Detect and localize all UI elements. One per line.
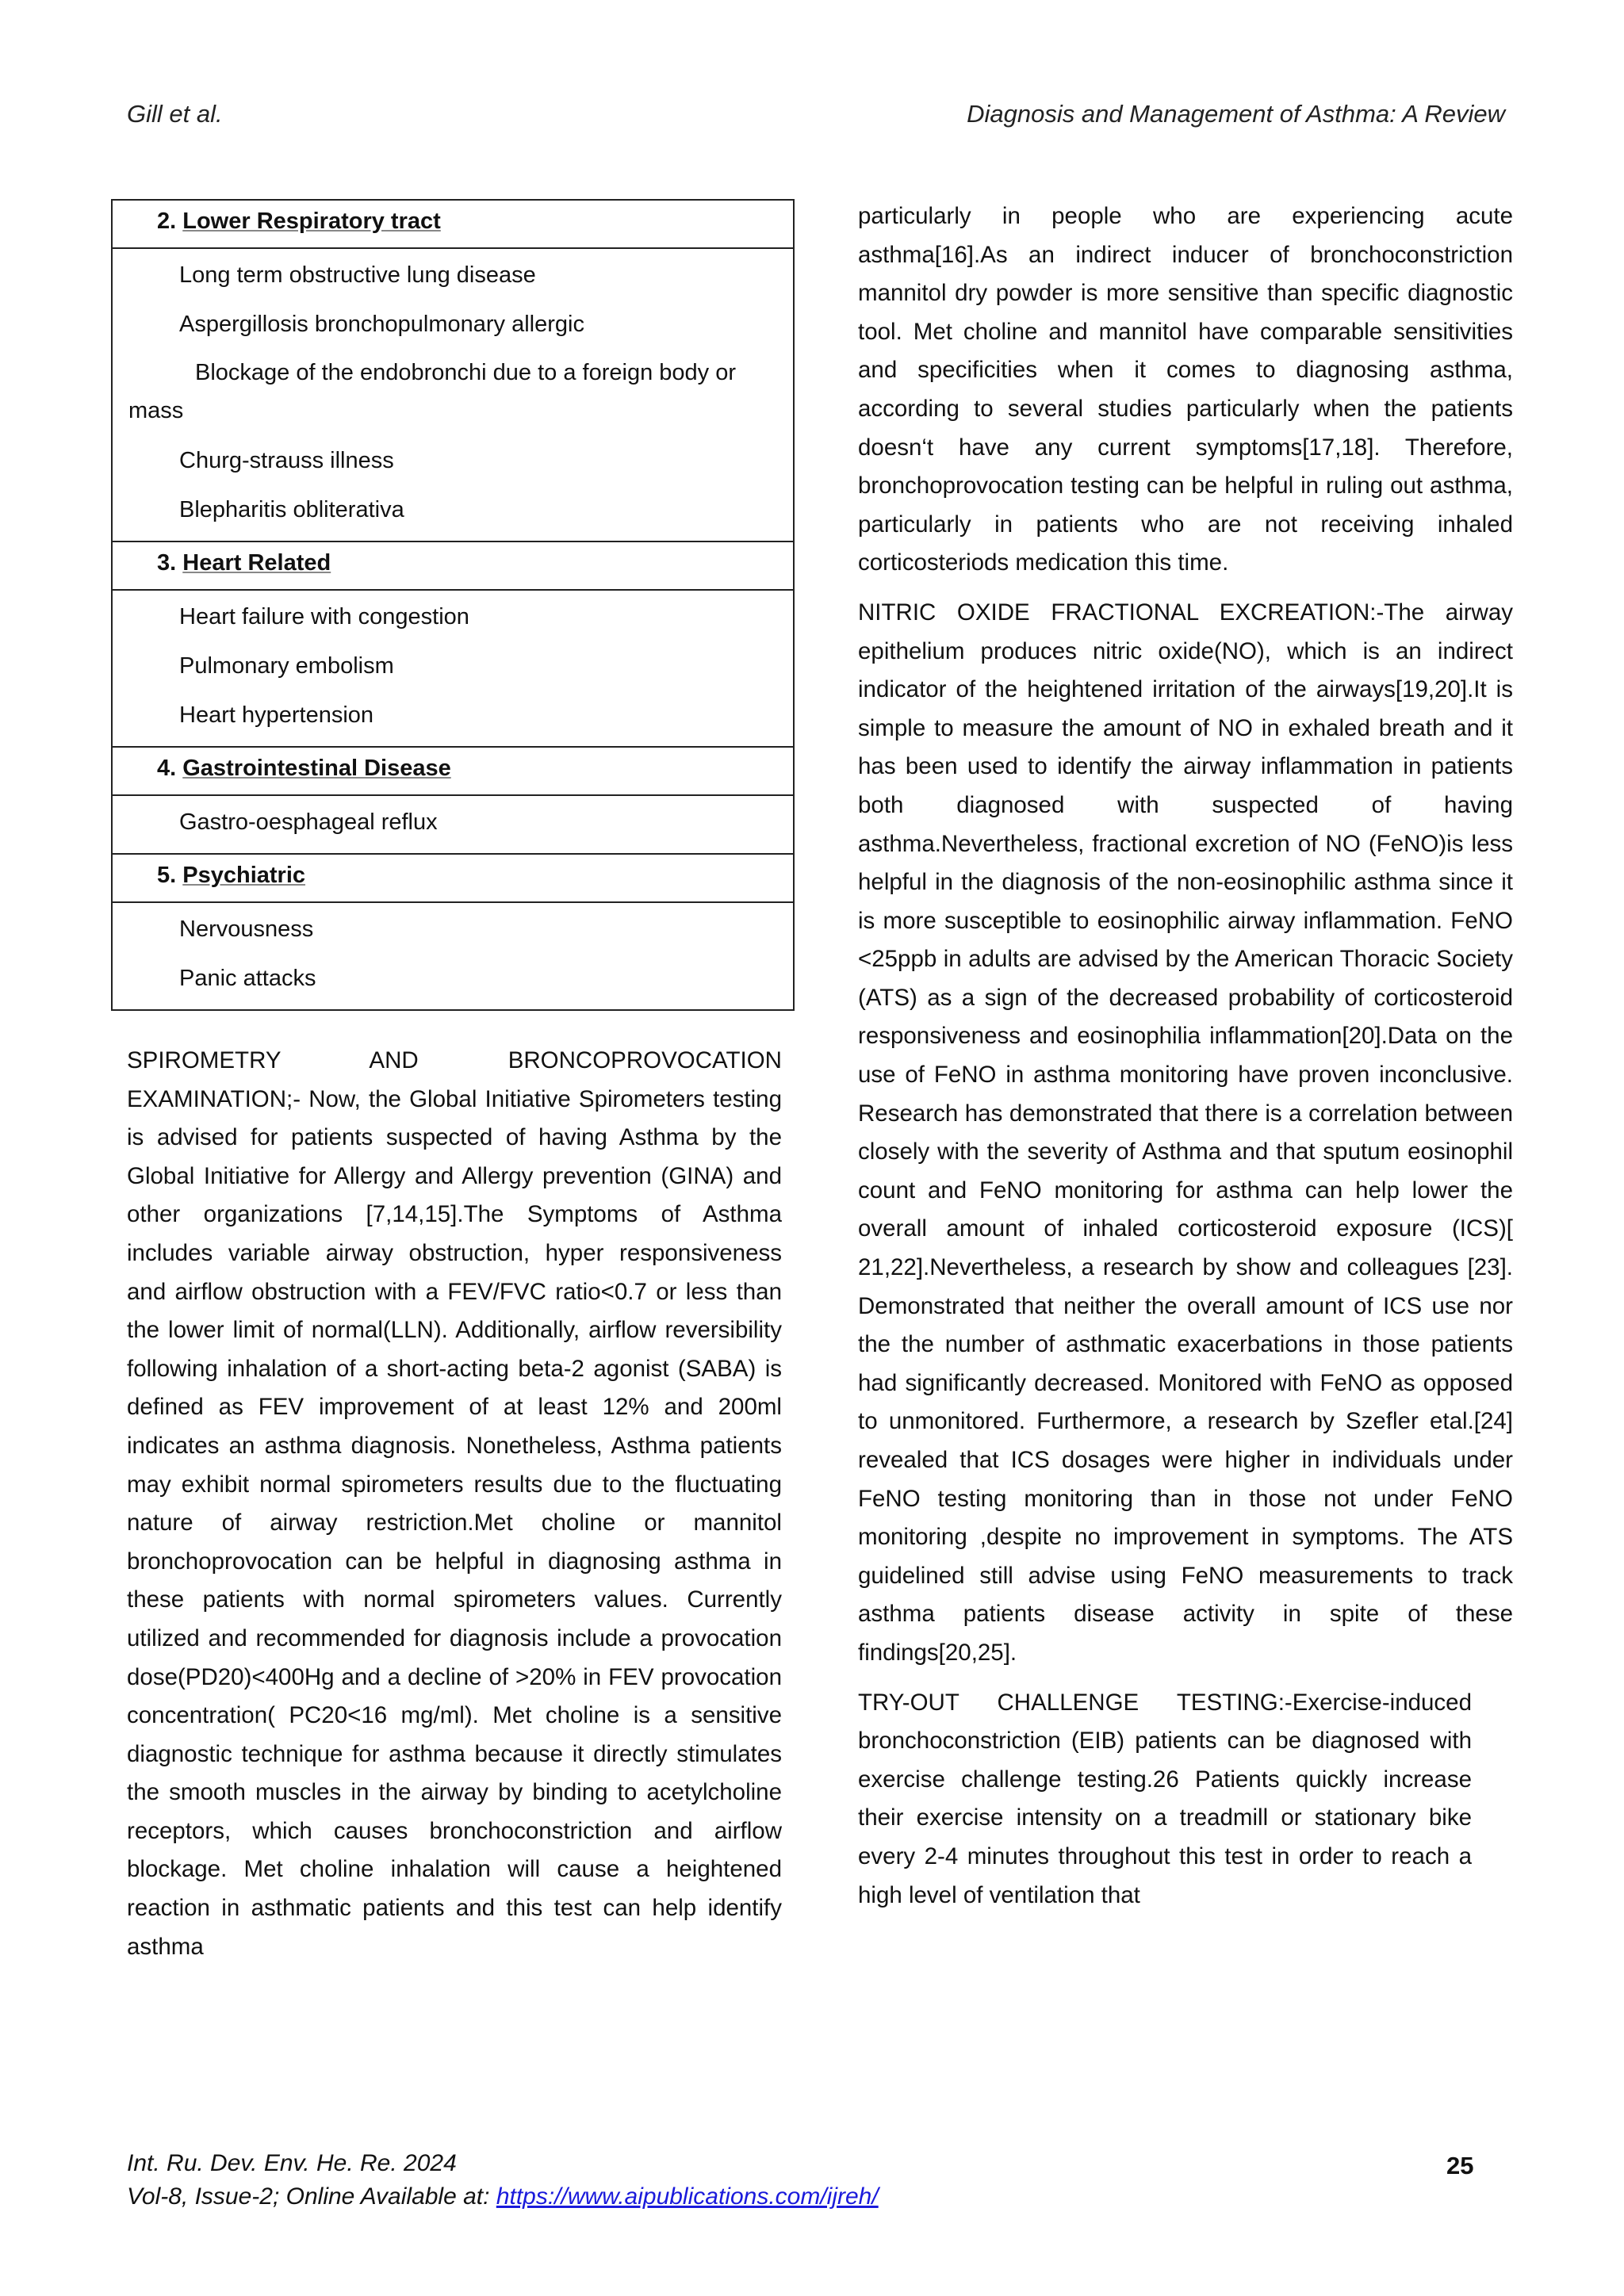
table-item: Nervousness <box>179 916 314 942</box>
table-item: Aspergillosis bronchopulmonary allergic <box>179 312 584 337</box>
table-item: Churg-strauss illness <box>179 448 394 473</box>
section-heading <box>113 748 793 796</box>
table-item: Panic attacks <box>179 966 316 991</box>
footer-issue <box>127 2183 879 2210</box>
section-title: Gastrointestinal Disease <box>182 756 451 781</box>
table-item: Heart failure with congestion <box>179 604 469 629</box>
footer-issue-text: Vol-8, Issue-2; Online Available at: <box>127 2183 496 2210</box>
section-title: Psychiatric <box>182 863 306 888</box>
differential-diagnosis-table <box>111 199 795 1011</box>
table-item: Gastro-oesphageal reflux <box>179 809 438 835</box>
paragraph: particularly in people who are experiencing acute asthma[16].As an indirect inducer of bronchoconstriction mannitol dry powder is more sensitive than specific diagnostic tool. Met choline and mannitol have comparable sensitivities and specificities when it comes to diagnosing asthma, according to several studies particularly when the patients doesn‘t have any current symptoms[17,18]. Therefore, bronchoprovocation testing can be helpful in ruling out asthma, particularly in patients who are not receiving inhaled corticosteriods medication this time. <box>858 203 1513 576</box>
table-section <box>113 541 793 746</box>
table-section <box>113 746 793 853</box>
section-heading <box>113 201 793 249</box>
section-number: 3. <box>157 550 177 576</box>
left-column <box>127 1042 782 1977</box>
section-number: 5. <box>157 863 177 888</box>
right-column <box>858 197 1513 1926</box>
table-item: Long term obstructive lung disease <box>179 262 536 288</box>
table-item: Pulmonary embolism <box>179 653 394 679</box>
paragraph: SPIROMETRY AND BRONCOPROVOCATION EXAMINATION;- Now, the Global Initiative Spirometers testing is advised for patients suspected of having Asthma by the Global Initiative for Allergy and Allergy prevention (GINA) and other organizations [7,14,15].The Symptoms of Asthma includes variable airway obstruction, hyper responsiveness and airflow obstruction with a FEV/FVC ratio<0.7 or less than the lower limit of normal(LLN). Additionally, airflow reversibility following inhalation of a short-acting beta-2 agonist (SABA) is defined as FEV improvement of at least 12% and 200ml indicates an asthma diagnosis. Nonetheless, Asthma patients may exhibit normal spirometers results due to the fluctuating nature of airway restriction.Met choline or mannitol bronchoprovocation can be helpful in diagnosing asthma in these patients with normal spirometers values. Currently utilized and recommended for diagnosis include a provocation dose(PD20)<400Hg and a decline of >20% in FEV provocation concentration( PC20<16 mg/ml). Met choline is a sensitive diagnostic technique for asthma because it directly stimulates the smooth muscles in the airway by binding to acetylcholine receptors, which causes bronchoconstriction and airflow blockage. Met choline inhalation will cause a heightened reaction in asthmatic patients and this test can help identify asthma <box>127 1047 782 1960</box>
table-item: Heart hypertension <box>179 702 374 728</box>
section-heading <box>113 855 793 903</box>
page-number: 25 <box>1446 2152 1474 2179</box>
table-section <box>113 853 793 1009</box>
journal-link[interactable]: https://www.aipublications.com/ijreh/ <box>496 2183 879 2210</box>
section-heading <box>113 542 793 591</box>
running-header-authors: Gill et al. <box>127 100 223 128</box>
table-section <box>113 201 793 541</box>
paragraph: TRY-OUT CHALLENGE TESTING:-Exercise-induced bronchoconstriction (EIB) patients can be diagnosed with exercise challenge testing.26 Patients quickly increase their exercise intensity on a treadmill or stationary bike every 2-4 minutes throughout this test in order to reach a high level of ventilation that <box>858 1689 1472 1908</box>
running-header-title: Diagnosis and Management of Asthma: A Review <box>967 100 1505 128</box>
table-item: Blockage of the endobronchi due to a foreign body or mass <box>128 360 736 423</box>
section-number: 4. <box>157 756 177 781</box>
table-item: Blepharitis obliterativa <box>179 497 404 522</box>
section-title: Heart Related <box>182 550 331 576</box>
section-number: 2. <box>157 209 177 234</box>
footer-journal: Int. Ru. Dev. Env. He. Re. 2024 <box>127 2150 457 2176</box>
section-title: Lower Respiratory tract <box>182 209 441 234</box>
paragraph: NITRIC OXIDE FRACTIONAL EXCREATION:-The airway epithelium produces nitric oxide(NO), which is an indirect indicator of the heightened irritation of the airways[19,20].It is simple to measure the amount of NO in exhaled breath and it has been used to identify the airway inflammation in patients both diagnosed with suspected of having asthma.Nevertheless, fractional excretion of NO (FeNO)is less helpful in the diagnosis of the non-eosinophilic asthma since it is more susceptible to eosinophilic airway inflammation. FeNO <25ppb in adults are advised by the American Thoracic Society (ATS) as a sign of the decreased probability of corticosteroid responsiveness and eosinophilia inflammation[20].Data on the use of FeNO in asthma monitoring have proven inconclusive. Research has demonstrated that there is a correlation between closely with the severity of Asthma and that sputum eosinophil count and FeNO monitoring for asthma can help lower the overall amount of inhaled corticosteroid exposure (ICS)[ 21,22].Nevertheless, a research by show and colleagues [23]. Demonstrated that neither the overall amount of ICS use nor the the number of asthmatic exacerbations in those patients had significantly decreased. Monitored with FeNO as opposed to unmonitored. Furthermore, a research by Szefler etal.[24] revealed that ICS dosages were higher in individuals under FeNO testing monitoring than in those not under FeNO monitoring ,despite no improvement in symptoms. The ATS guidelined still advise using FeNO measurements to track asthma patients disease activity in spite of these findings[20,25]. <box>858 599 1513 1666</box>
